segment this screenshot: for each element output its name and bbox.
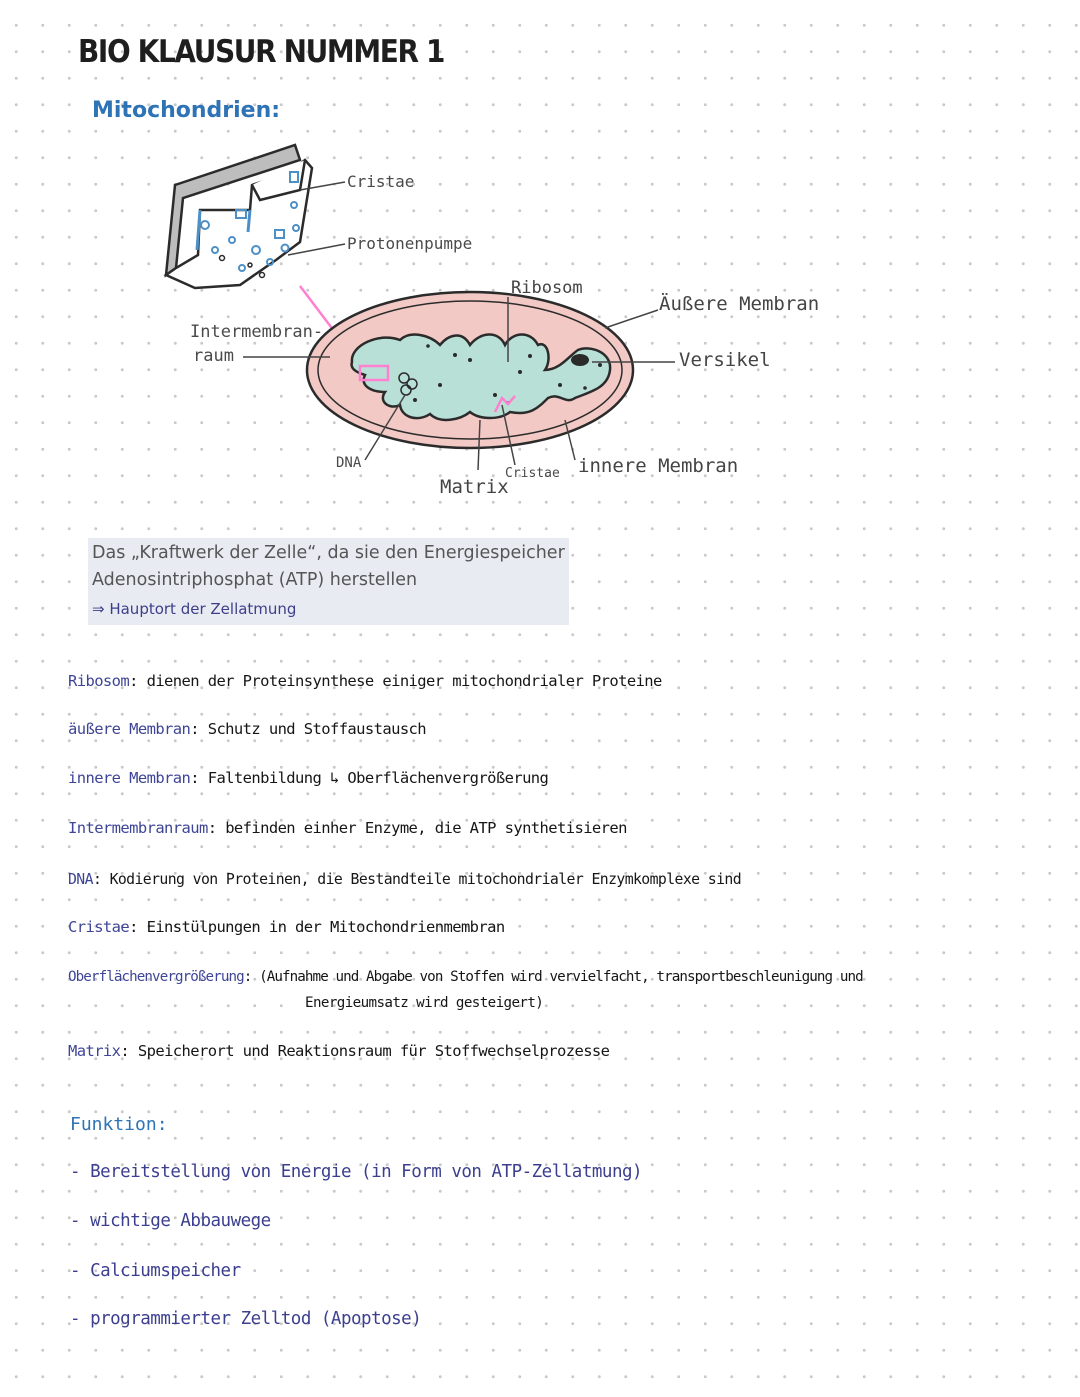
definition-term: äußere Membran [68, 720, 191, 738]
definition-sep: : [243, 969, 260, 985]
definition-text: dienen der Proteinsynthese einiger mitochondrialer Proteine [146, 672, 662, 690]
function-heading: Funktion: [70, 1114, 168, 1135]
definition-text: Schutz und Stoffaustausch [207, 720, 427, 738]
label-ribosom: Ribosom [511, 278, 583, 298]
function-item: - wichtige Abbauwege [70, 1211, 271, 1231]
definition-intermembranraum [68, 819, 627, 837]
label-protonenpumpe: Protonenpumpe [347, 234, 473, 253]
definition-oberflaechenvergroesserung-cont: Energieumsatz wird gesteigert) [305, 995, 544, 1011]
membrane-detail [166, 145, 312, 288]
function-item: - Bereitstellung von Energie (in Form von ATP-Zellatmung) [70, 1162, 643, 1182]
definition-sep: : [190, 720, 208, 738]
summary-line-1: Das „Kraftwerk der Zelle“, da sie den Energiespeicher [92, 543, 565, 563]
definition-term: DNA [68, 871, 93, 888]
label-dna: DNA [336, 455, 362, 471]
mitochondrion-diagram [0, 0, 1080, 520]
definition-text: Faltenbildung ↳ Oberflächenvergrößerung [207, 769, 549, 787]
definition-text: Kodierung von Proteinen, die Bestandteile mitochondrialer Enzymkomplexe sind [109, 871, 742, 888]
label-intermembranraum-line1: Intermembran- [190, 322, 324, 342]
definition-text: befinden einher Enzyme, die ATP synthetisieren [225, 819, 627, 837]
section-title: Mitochondrien: [92, 98, 281, 123]
function-item: - programmierter Zelltod (Apoptose) [70, 1309, 422, 1329]
definition-ribosom [68, 672, 662, 690]
label-versikel: Versikel [679, 349, 771, 371]
definition-sep: : [207, 819, 226, 837]
definition-cristae [68, 918, 505, 936]
mitochondrion [307, 292, 633, 448]
definition-oberflaechenvergroesserung [68, 969, 863, 985]
label-cristae-bottom: Cristae [505, 466, 560, 481]
summary-line-2: Adenosintriphosphat (ATP) herstellen [92, 570, 418, 590]
definition-innere-membran [68, 769, 548, 787]
summary-line-3: ⇒ Hauptort der Zellatmung [92, 600, 297, 618]
definition-dna [68, 871, 741, 888]
definition-sep: : [129, 672, 147, 690]
definition-term: Cristae [68, 918, 130, 936]
definition-text: Einstülpungen in der Mitochondrienmembran [146, 918, 505, 936]
label-innere-membran: innere Membran [578, 455, 739, 477]
function-item: - Calciumspeicher [70, 1261, 241, 1281]
label-matrix: Matrix [440, 476, 509, 498]
definition-term: Ribosom [68, 672, 130, 690]
label-intermembranraum-line2: raum [193, 346, 234, 366]
definition-aeussere-membran [68, 720, 426, 738]
definition-term: Matrix [68, 1042, 121, 1060]
definition-sep: : [129, 918, 147, 936]
definition-matrix [68, 1042, 609, 1060]
label-cristae-top: Cristae [347, 172, 415, 191]
definition-sep: : [190, 769, 208, 787]
definition-sep: : [92, 871, 110, 888]
definition-term: Oberflächenvergrößerung [68, 969, 244, 985]
definition-text: (Aufnahme und Abgabe von Stoffen wird vervielfacht, transportbeschleunigung und [259, 969, 863, 985]
definition-term: Intermembranraum [68, 819, 208, 837]
definition-term: innere Membran [68, 769, 191, 787]
definition-text: Speicherort und Reaktionsraum für Stoffwechselprozesse [137, 1042, 610, 1060]
label-aeussere-membran: Äußere Membran [659, 293, 820, 315]
definition-sep: : [120, 1042, 138, 1060]
page-title: BIO KLAUSUR NUMMER 1 [78, 34, 445, 70]
